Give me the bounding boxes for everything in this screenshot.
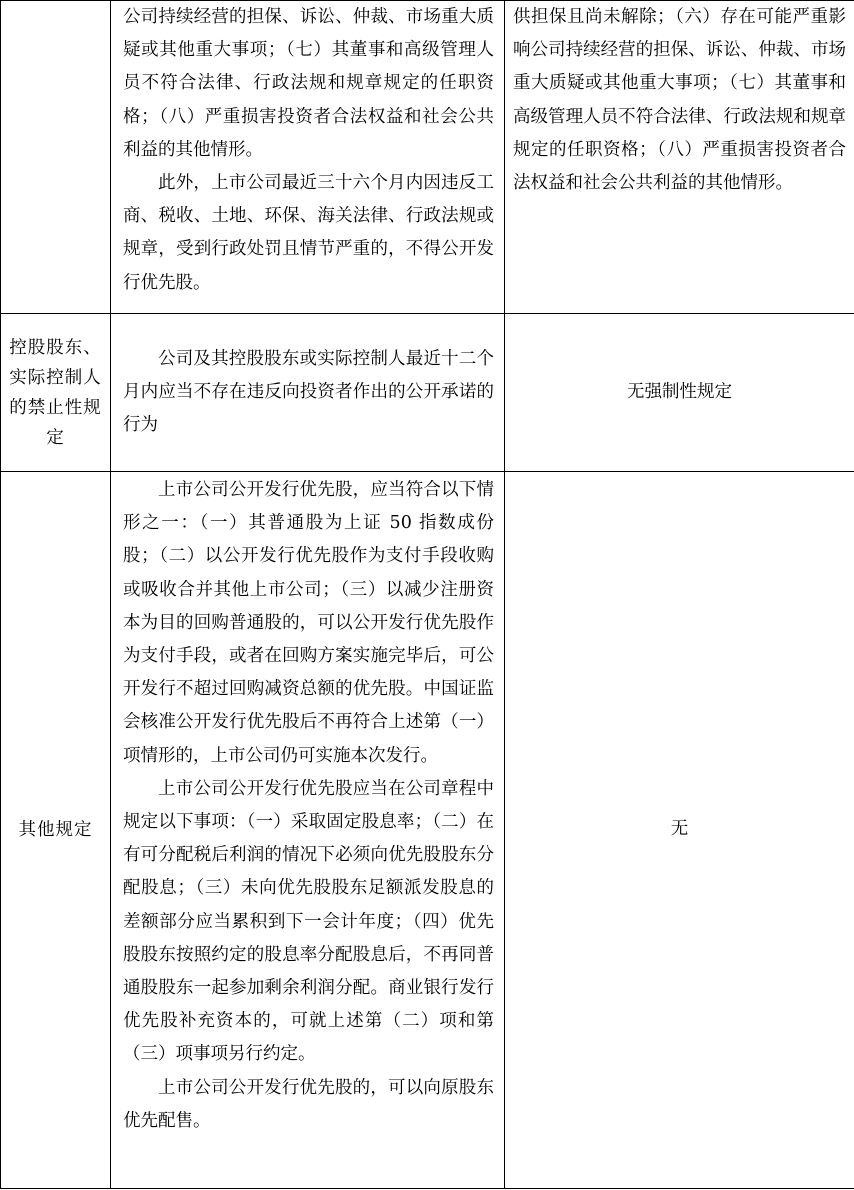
table-row (1, 1, 854, 314)
row-label-cell (1, 1, 111, 314)
requirement-cell (111, 314, 505, 472)
comparison-paragraph: 供担保且尚未解除；（六）存在可能严重影响公司持续经营的担保、诉讼、仲裁、市场重大质疑或其他重大事项；（七）其董事和高级管理人员不符合法律、行政法规和规章规定的任职资格；（八）严重损害投资者合法权益和社会公共利益的其他情形。 (513, 7, 846, 194)
row-label: 其他规定 (18, 820, 93, 840)
comparison-paragraph: 无强制性规定 (627, 381, 732, 402)
row-label-cell (1, 472, 111, 1189)
requirement-paragraph: 公司持续经营的担保、诉讼、仲裁、市场重大质疑或其他重大事项；（七）其董事和高级管理人员不符合法律、行政法规和规章规定的任职资格；（八）严重损害投资者合法权益和社会公共利益的其他情形。 (123, 7, 494, 160)
comparison-cell (505, 314, 854, 472)
comparison-cell (505, 472, 854, 1189)
requirement-paragraph: 此外，上市公司最近三十六个月内因违反工商、税收、土地、环保、海关法律、行政法规或规章，受到行政处罚且情节严重的，不得公开发行优先股。 (123, 173, 494, 293)
row-label-cell (1, 314, 111, 472)
requirement-cell (111, 472, 505, 1189)
requirement-paragraph: 上市公司公开发行优先股的，可以向原股东优先配售。 (123, 1077, 494, 1131)
comparison-cell (505, 1, 854, 314)
requirement-cell (111, 1, 505, 314)
table-row (1, 314, 854, 472)
comparison-paragraph: 无 (670, 819, 689, 840)
row-label: 控股股东、实际控制人的禁止性规定 (9, 337, 102, 448)
requirement-paragraph: 上市公司公开发行优先股应当在公司章程中规定以下事项：（一）采取固定股息率；（二）在有可分配税后利润的情况下必须向优先股股东分配股息；（三）未向优先股股东足额派发股息的差额部分应当累积到下一会计年度；（四）优先股股东按照约定的股息率分配股息后，不再同普通股股东一起参加剩余利润分配。商业银行发行优先股补充资本的，可就上述第（二）项和第（三）项事项另行约定。 (123, 778, 494, 1065)
requirement-paragraph: 公司及其控股股东或实际控制人最近十二个月内应当不存在违反向投资者作出的公开承诺的行为 (123, 348, 494, 436)
table-row (1, 472, 854, 1189)
requirement-paragraph: 上市公司公开发行优先股，应当符合以下情形之一：（一）其普通股为上证 50 指数成份股；（二）以公开发行优先股作为支付手段收购或吸收合并其他上市公司；（三）以减少注册资本为目的回购普通股的，可以公开发行优先股作为支付手段，或者在回购方案实施完毕后，可公开发行不超过回购减资总额的优先股。中国证监会核准公开发行优先股后不再符合上述第（一）项情形的，上市公司仍可实施本次发行。 (123, 480, 494, 766)
